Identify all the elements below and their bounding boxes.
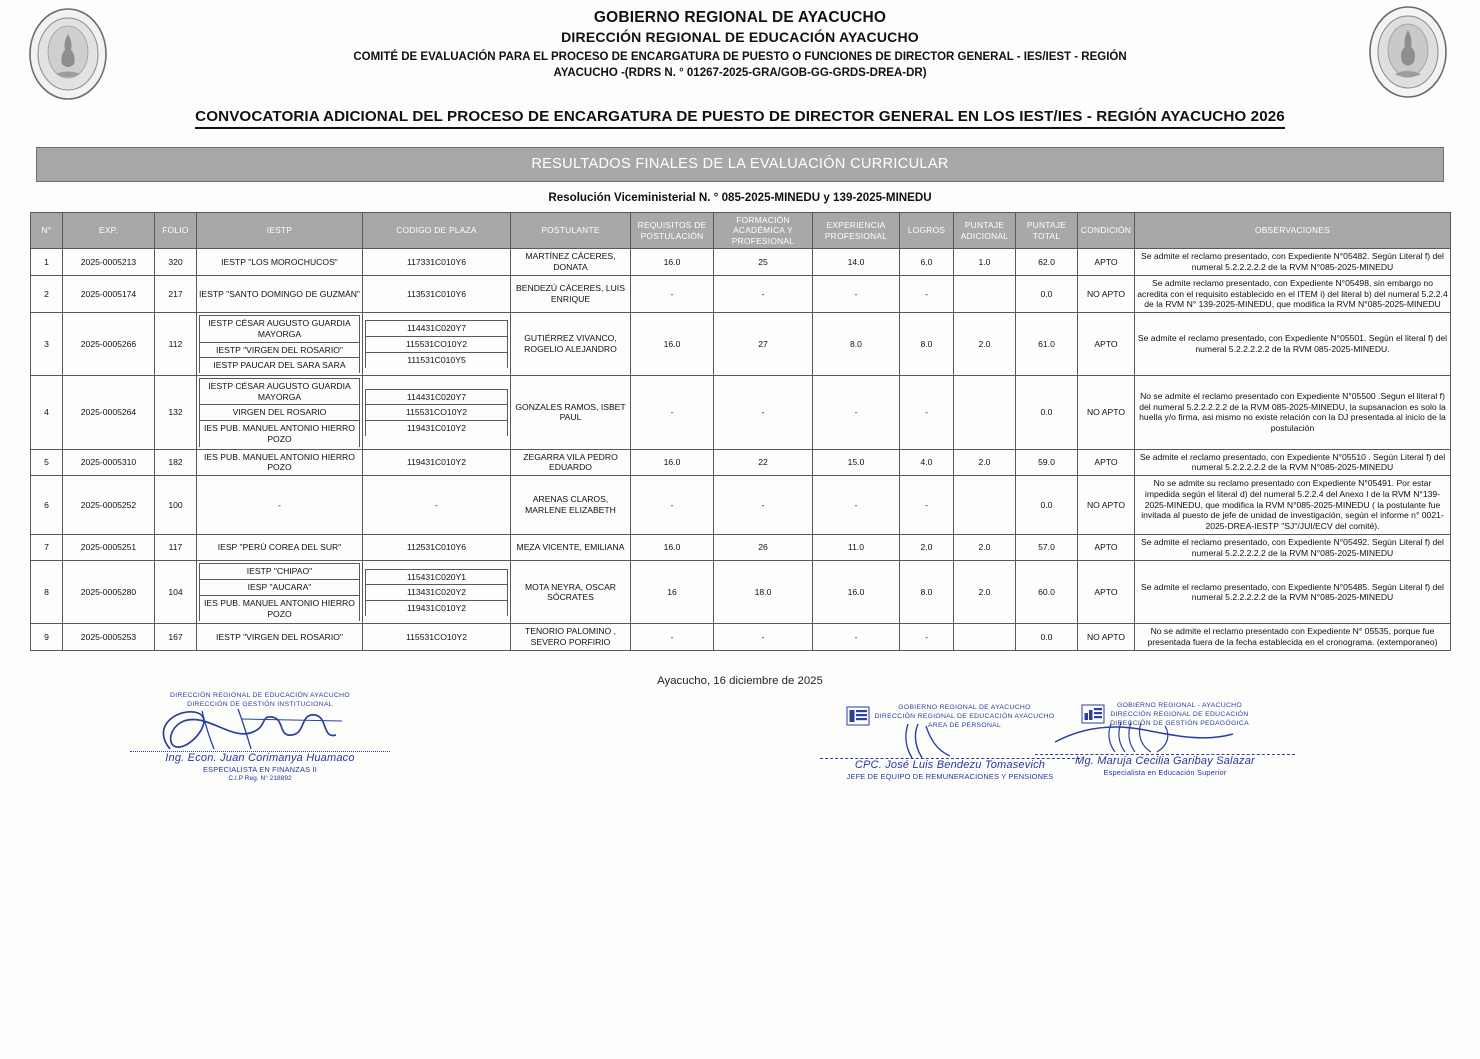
col-header-total: PUNTAJE TOTAL: [1016, 212, 1078, 249]
cell-experiencia: 8.0: [813, 313, 900, 376]
cell-observaciones: Se admite el reclamo presentado, con Expediente N°05485. Según Literal f) del numeral 5.2.2.2.2.2 de la RVM N°085-2025-MINEDU: [1135, 561, 1451, 624]
results-table-body: [31, 249, 1451, 650]
cell-postulante: BENDEZÚ CÁCERES, LUIS ENRIQUE: [511, 275, 631, 312]
cell-iestp-line: IESTP "VIRGEN DEL ROSARIO": [200, 342, 360, 358]
institutional-stamp-icon-2: [846, 706, 870, 726]
status-badge-condicion: APTO: [1078, 313, 1135, 376]
cell-codigo-plaza: [363, 376, 511, 450]
cell-experiencia: 14.0: [813, 249, 900, 275]
cell-puntaje-total: 0.0: [1016, 624, 1078, 650]
cell-postulante: ZEGARRA VILA PEDRO EDUARDO: [511, 449, 631, 475]
col-header-observaciones: OBSERVACIONES: [1135, 212, 1451, 249]
cell-exp: 2025-0005266: [63, 313, 155, 376]
cell-experiencia: -: [813, 275, 900, 312]
stamp-text-2a: GOBIERNO REGIONAL DE AYACUCHO: [898, 703, 1031, 711]
cell-puntaje-total: 60.0: [1016, 561, 1078, 624]
signature-corimanya: [105, 691, 415, 782]
cell-numero: 5: [31, 449, 63, 475]
cell-puntaje-adicional: [954, 275, 1016, 312]
cell-formacion: -: [714, 376, 813, 450]
cell-formacion: -: [714, 624, 813, 650]
header-line-government: GOBIERNO REGIONAL DE AYACUCHO: [593, 9, 887, 26]
col-header-adicional: PUNTAJE ADICIONAL: [954, 212, 1016, 249]
stamp-text-1b: DIRECCIÓN DE GESTIÓN INSTITUCIONAL: [187, 700, 333, 708]
document-date: Ayacucho, 16 diciembre de 2025: [657, 674, 823, 687]
cell-exp: 2025-0005174: [63, 275, 155, 312]
institutional-stamp-icon-3: [1081, 704, 1105, 724]
status-badge-condicion: APTO: [1078, 534, 1135, 560]
cell-folio: 182: [155, 449, 197, 475]
cell-observaciones: Se admite reclamo presentado, con Expediente N°05498, sin embargo no acredita con el requisito establecido en el ITEM i) del literal b) del numeral 5.2.2.4 de la RVM N° 139-2025-MINEDU, que modifica la RVM N°085-2025-MINEDU: [1135, 275, 1451, 312]
cell-formacion: 18.0: [714, 561, 813, 624]
cell-postulante: GONZALES RAMOS, ISBET PAUL: [511, 376, 631, 450]
cell-puntaje-adicional: 2.0: [954, 561, 1016, 624]
cell-iestp-line: IESTP CÉSAR AUGUSTO GUARDIA MAYORGA: [200, 379, 360, 405]
cell-codigo-line: 115531CO10Y2: [366, 405, 508, 421]
cell-numero: 2: [31, 275, 63, 312]
col-header-requisitos: REQUISITOS DE POSTULACIÓN: [631, 212, 714, 249]
cell-numero: 6: [31, 476, 63, 535]
cell-puntaje-total: 62.0: [1016, 249, 1078, 275]
status-badge-condicion: NO APTO: [1078, 275, 1135, 312]
cell-puntaje-adicional: [954, 624, 1016, 650]
cell-iestp-line: IESTP PAUCAR DEL SARA SARA: [200, 358, 360, 373]
status-badge-condicion: NO APTO: [1078, 376, 1135, 450]
cell-postulante: TENORIO PALOMINO , SEVERO PORFIRIO: [511, 624, 631, 650]
page-title-text: CONVOCATORIA ADICIONAL DEL PROCESO DE ENCARGATURA DE PUESTO DE DIRECTOR GENERAL EN LOS IEST/IES - REGIÓN AYACUCHO 2026: [195, 108, 1285, 129]
cell-requisitos: -: [631, 275, 714, 312]
cell-requisitos: -: [631, 476, 714, 535]
cell-codigo-plaza: 115531CO10Y2: [363, 624, 511, 650]
cell-logros: -: [900, 376, 954, 450]
cell-iestp: [197, 313, 363, 376]
cell-folio: 100: [155, 476, 197, 535]
cell-requisitos: 16: [631, 561, 714, 624]
cell-exp: 2025-0005251: [63, 534, 155, 560]
cell-iestp: [197, 561, 363, 624]
cell-iestp: IESTP "SANTO DOMINGO DE GUZMÁN": [197, 275, 363, 312]
cell-formacion: 26: [714, 534, 813, 560]
status-badge-condicion: NO APTO: [1078, 624, 1135, 650]
cell-logros: -: [900, 476, 954, 535]
signature-garibay: [1010, 701, 1320, 778]
col-header-experiencia: EXPERIENCIA PROFESIONAL: [813, 212, 900, 249]
cell-requisitos: 16.0: [631, 534, 714, 560]
cell-formacion: 27: [714, 313, 813, 376]
results-banner-wrapper: [36, 147, 1444, 182]
table-row: [31, 624, 1451, 650]
stamp-text-3a: GOBIERNO REGIONAL - AYACUCHO: [1117, 701, 1242, 709]
cell-iestp: IES PUB. MANUEL ANTONIO HIERRO POZO: [197, 449, 363, 475]
signature-role-2: JEFE DE EQUIPO DE REMUNERACIONES Y PENSIONES: [846, 772, 1054, 782]
cell-puntaje-adicional: 2.0: [954, 534, 1016, 560]
results-banner: [36, 147, 1444, 182]
status-badge-condicion: APTO: [1078, 249, 1135, 275]
cell-formacion: -: [714, 476, 813, 535]
cell-codigo-line: 114431C020Y7: [366, 389, 508, 405]
table-row: [31, 561, 1451, 624]
cell-codigo-plaza: 119431C010Y2: [363, 449, 511, 475]
results-table: [30, 212, 1451, 651]
cell-iestp-line: IESP "AUCARA": [200, 580, 360, 596]
cell-exp: 2025-0005264: [63, 376, 155, 450]
cell-observaciones: No se admite su reclamo presentado con Expediente N°05491. Por estar impedida según el literal d) del numeral 5.2.2.4 del Anexo I de la RVM N°139-2025-MINEDU, que modifica la RVM N°085-2025-MINEDU ( la postulante fue invitada al puesto de jefe de unidad de investigación, según el informe n° 0021-2025-DREA-IESTP "SJ"/JUI/ECV del comité).: [1135, 476, 1451, 535]
cell-folio: 132: [155, 376, 197, 450]
cell-exp: 2025-0005310: [63, 449, 155, 475]
cell-codigo-line: 111531C010Y5: [366, 352, 508, 367]
stamp-text-3b: DIRECCIÓN REGIONAL DE EDUCACIÓN: [1110, 710, 1249, 718]
results-table-wrapper: [30, 212, 1450, 651]
table-row: [31, 313, 1451, 376]
signature-block: [0, 691, 1480, 841]
col-header-numero: N°: [31, 212, 63, 249]
cell-iestp: -: [197, 476, 363, 535]
col-header-iestp: IESTP: [197, 212, 363, 249]
cell-observaciones: No se admite el reclamo presentado con Expediente N°05500 .Segun el literal f) del numeral 5.2.2.2.2.2 de la RVM 085-2025-MINEDU, la supsanacion es solo la huella y/o firma, asi mismo no existe relación con la DJ presentada al inicio de la postulación: [1135, 376, 1451, 450]
signature-registry-1: C.I.P Reg. N° 218892: [228, 775, 292, 783]
cell-folio: 104: [155, 561, 197, 624]
stamp-text-3c: DIRECCIÓN DE GESTIÓN PEDAGÓGICA: [1110, 720, 1249, 728]
cell-folio: 112: [155, 313, 197, 376]
col-header-postulante: POSTULANTE: [511, 212, 631, 249]
cell-codigo-plaza: 113531C010Y6: [363, 275, 511, 312]
cell-experiencia: 11.0: [813, 534, 900, 560]
cell-iestp-line: IESTP "CHIPAO": [200, 564, 360, 580]
cell-numero: 8: [31, 561, 63, 624]
cell-codigo-line: 115431C020Y1: [366, 569, 508, 585]
cell-observaciones: Se admite el reclamo presentado, con Expediente N°05510 . Según Literal f) del numeral 5.2.2.2.2.2 de la RVM N°085-2025-MINEDU: [1135, 449, 1451, 475]
cell-requisitos: 16.0: [631, 249, 714, 275]
cell-codigo-line: 113431C020Y2: [366, 585, 508, 601]
signature-role-1: ESPECIALISTA EN FINANZAS II: [202, 765, 318, 775]
cell-puntaje-total: 61.0: [1016, 313, 1078, 376]
cell-codigo-plaza: -: [363, 476, 511, 535]
cell-experiencia: -: [813, 376, 900, 450]
cell-logros: 8.0: [900, 313, 954, 376]
cell-codigo-plaza: 117331C010Y6: [363, 249, 511, 275]
col-header-exp: EXP.: [63, 212, 155, 249]
cell-puntaje-total: 0.0: [1016, 376, 1078, 450]
header-line-resolution-ref: AYACUCHO -(RDRS N. ° 01267-2025-GRA/GOB-GG-GRDS-DREA-DR): [553, 67, 927, 80]
regional-education-seal-right: [1366, 4, 1450, 100]
signature-name-3: Mg. Maruja Cecilia Garibay Salazar: [1075, 755, 1255, 768]
results-banner-label: RESULTADOS FINALES DE LA EVALUACIÓN CURRICULAR: [531, 156, 949, 173]
status-badge-condicion: APTO: [1078, 561, 1135, 624]
cell-iestp-line: VIRGEN DEL ROSARIO: [200, 405, 360, 421]
stamp-text-1a: DIRECCIÓN REGIONAL DE EDUCACIÓN AYACUCHO: [170, 691, 350, 699]
cell-iestp-line: IES PUB. MANUEL ANTONIO HIERRO POZO: [200, 595, 360, 621]
table-row: [31, 534, 1451, 560]
cell-postulante: MOTA NEYRA, OSCAR SÓCRATES: [511, 561, 631, 624]
cell-experiencia: 15.0: [813, 449, 900, 475]
cell-exp: 2025-0005280: [63, 561, 155, 624]
header-line-direction: DIRECCIÓN REGIONAL DE EDUCACIÓN AYACUCHO: [561, 29, 919, 46]
cell-codigo-line: 119431C010Y2: [366, 421, 508, 436]
cell-numero: 3: [31, 313, 63, 376]
cell-codigo-line: 119431C010Y2: [366, 601, 508, 616]
cell-folio: 167: [155, 624, 197, 650]
resolution-subtitle: Resolución Viceministerial N. ° 085-2025-MINEDU y 139-2025-MINEDU: [548, 190, 932, 204]
table-row: [31, 476, 1451, 535]
cell-requisitos: -: [631, 376, 714, 450]
cell-observaciones: Se admite el reclamo presentado, con Expediente N°05482. Según Literal f) del numeral 5.2.2.2.2.2 de la RVM N°085-2025-MINEDU: [1135, 249, 1451, 275]
cell-puntaje-total: 59.0: [1016, 449, 1078, 475]
cell-logros: -: [900, 624, 954, 650]
cell-puntaje-adicional: 1.0: [954, 249, 1016, 275]
cell-logros: 6.0: [900, 249, 954, 275]
cell-puntaje-total: 0.0: [1016, 275, 1078, 312]
col-header-folio: FOLIO: [155, 212, 197, 249]
cell-postulante: GUTIÉRREZ VIVANCO, ROGELIO ALEJANDRO: [511, 313, 631, 376]
cell-postulante: MEZA VICENTE, EMILIANA: [511, 534, 631, 560]
cell-iestp-line: IESTP CÉSAR AUGUSTO GUARDIA MAYORGA: [200, 316, 360, 342]
signature-name-2: CPC. José Luis Bendezu Tomasevich: [854, 759, 1046, 772]
regional-education-seal-left: [26, 6, 110, 102]
cell-codigo-plaza: 112531C010Y6: [363, 534, 511, 560]
cell-requisitos: -: [631, 624, 714, 650]
cell-iestp: [197, 376, 363, 450]
page-title: [0, 108, 1480, 125]
cell-codigo-line: 115531CO10Y2: [366, 337, 508, 353]
cell-numero: 1: [31, 249, 63, 275]
col-header-condicion: CONDICIÓN: [1078, 212, 1135, 249]
cell-formacion: 22: [714, 449, 813, 475]
table-row: [31, 449, 1451, 475]
status-badge-condicion: APTO: [1078, 449, 1135, 475]
table-header-row: [31, 212, 1451, 249]
cell-numero: 7: [31, 534, 63, 560]
cell-formacion: -: [714, 275, 813, 312]
cell-logros: 8.0: [900, 561, 954, 624]
table-row: [31, 376, 1451, 450]
table-row: [31, 275, 1451, 312]
cell-folio: 320: [155, 249, 197, 275]
cell-puntaje-total: 57.0: [1016, 534, 1078, 560]
cell-iestp: IESTP "VIRGEN DEL ROSARIO": [197, 624, 363, 650]
cell-exp: 2025-0005253: [63, 624, 155, 650]
cell-exp: 2025-0005213: [63, 249, 155, 275]
cell-observaciones: No se admite el reclamo presentado con Expediente N° 05535, porque fue presentada fuera de la fecha establecida en el cronograma. (extemporaneo): [1135, 624, 1451, 650]
cell-iestp: IESP "PERÚ COREA DEL SUR": [197, 534, 363, 560]
cell-iestp-line: IES PUB. MANUEL ANTONIO HIERRO POZO: [200, 421, 360, 447]
stamp-text-2c: AREA DE PERSONAL: [927, 722, 1002, 730]
col-header-codigo: CODIGO DE PLAZA: [363, 212, 511, 249]
cell-formacion: 25: [714, 249, 813, 275]
cell-puntaje-adicional: 2.0: [954, 449, 1016, 475]
cell-observaciones: Se admite el reclamo presentado, con Expediente N°05492. Según Literal f) del numeral 5.2.2.2.2.2 de la RVM N°085-2025-MINEDU: [1135, 534, 1451, 560]
cell-observaciones: Se admite el reclamo presentado, con Expediente N°05501. Según el literal f) del numeral 5.2.2.2.2.2 de la RVM 085-2025-MINEDU.: [1135, 313, 1451, 376]
cell-puntaje-adicional: 2.0: [954, 313, 1016, 376]
cell-puntaje-adicional: [954, 476, 1016, 535]
signature-name-1: Ing. Econ. Juan Corimanya Huamaco: [165, 752, 355, 765]
table-row: [31, 249, 1451, 275]
cell-experiencia: -: [813, 476, 900, 535]
cell-experiencia: -: [813, 624, 900, 650]
cell-puntaje-adicional: [954, 376, 1016, 450]
cell-postulante: MARTÍNEZ CÁCERES, DONATA: [511, 249, 631, 275]
handwritten-signature-1: [110, 705, 410, 751]
cell-numero: 9: [31, 624, 63, 650]
stamp-text-2b: DIRECCIÓN REGIONAL DE EDUCACIÓN AYACUCHO: [874, 712, 1055, 720]
col-header-formacion: FORMACIÓN ACADÉMICA Y PROFESIONAL: [714, 212, 813, 249]
col-header-logros: LOGROS: [900, 212, 954, 249]
cell-exp: 2025-0005252: [63, 476, 155, 535]
cell-requisitos: 16.0: [631, 313, 714, 376]
cell-logros: -: [900, 275, 954, 312]
cell-postulante: ARENAS CLAROS, MARLENE ELIZABETH: [511, 476, 631, 535]
cell-requisitos: 16.0: [631, 449, 714, 475]
document-header: [0, 0, 1480, 82]
signature-role-3: Especialista en Educación Superior: [1103, 768, 1227, 778]
cell-logros: 4.0: [900, 449, 954, 475]
cell-puntaje-total: 0.0: [1016, 476, 1078, 535]
cell-folio: 117: [155, 534, 197, 560]
cell-folio: 217: [155, 275, 197, 312]
cell-experiencia: 16.0: [813, 561, 900, 624]
header-line-committee: COMITÉ DE EVALUACIÓN PARA EL PROCESO DE ENCARGATURA DE PUESTO O FUNCIONES DE DIRECTOR GENERAL - IES/IEST - REGIÓN: [353, 50, 1127, 63]
cell-codigo-line: 114431C020Y7: [366, 321, 508, 337]
cell-codigo-plaza: [363, 313, 511, 376]
cell-codigo-plaza: [363, 561, 511, 624]
cell-iestp: IESTP "LOS MOROCHUCOS": [197, 249, 363, 275]
status-badge-condicion: NO APTO: [1078, 476, 1135, 535]
cell-numero: 4: [31, 376, 63, 450]
cell-logros: 2.0: [900, 534, 954, 560]
